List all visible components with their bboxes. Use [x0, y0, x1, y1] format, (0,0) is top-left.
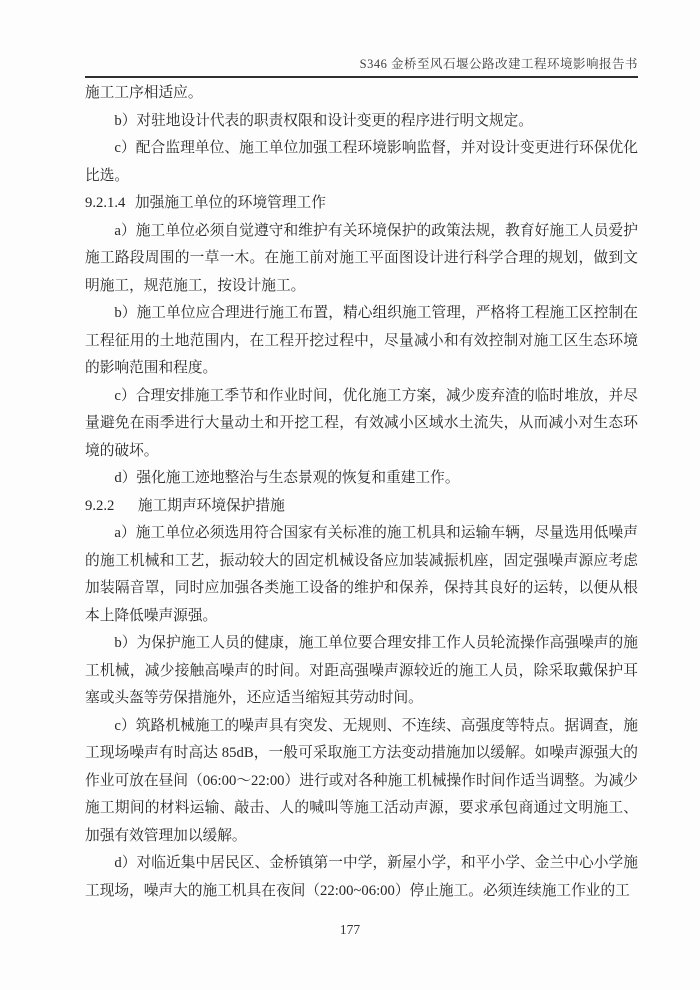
section-heading-922: [85, 493, 638, 521]
list-item-a: a）施工单位必须选用符合国家有关标准的施工机具和运输车辆，尽量选用低噪声的施工机械和工艺，振动较大的固定机械设备应加装减振机座，固定强噪声源应考虑加装隔音罩，同时应加强各类施工设备的维护和保养，保持其良好的运转，以便从根本上降低噪声源强。: [85, 525, 638, 624]
list-item-b: b）为保护施工人员的健康，施工单位要合理安排工作人员轮流操作高强噪声的施工机械，减少接触高噪声的时间。对距高强噪声源较近的施工人员，除采取戴保护耳塞或头盔等劳保措施外，还应适当缩短其劳动时间。: [85, 635, 638, 706]
section-heading-9214: [85, 190, 638, 218]
list-item-d: d）对临近集中居民区、金桥镇第一中学，新屋小学，和平小学、金兰中心小学施工现场，噪声大的施工机具在夜间（22:00~06:00）停止施工。必须连续施工作业的工: [85, 855, 638, 899]
section-title: 施工期声环境保护措施: [137, 497, 285, 514]
section-title: 加强施工单位的环境管理工作: [134, 195, 326, 211]
list-item-c: c）筑路机械施工的噪声具有突发、无规则、不连续、高强度等特点。据调查，施工现场噪声有时高达 85dB，一般可采取施工方法变动措施加以缓解。如噪声源强大的作业可放在昼间（06:00～22:00）进行或对各种施工机械操作时间作适当调整。为减少施工期间的材料运输、敲击、人的喊叫等施工活动声源，要求承包商通过文明施工、加强有效管理加以缓解。: [85, 717, 638, 844]
document-body: [85, 80, 638, 905]
list-item-b: b）施工单位应合理进行施工布置，精心组织施工管理，严格将工程施工区控制在工程征用的土地范围内，在工程开挖过程中，尽量减小和有效控制对施工区生态环境的影响范围和程度。: [85, 305, 638, 376]
list-item-c: c）配合监理单位、施工单位加强工程环境影响监督，并对设计变更进行环保优化比选。: [85, 140, 638, 184]
page-header-title: S346 金桥至风石堰公路改建工程环境影响报告书: [85, 54, 638, 78]
paragraph-continuation: 施工工序相适应。: [85, 85, 203, 101]
list-item-b: b）对驻地设计代表的职责权限和设计变更的程序进行明文规定。: [114, 112, 533, 129]
list-item-a: a）施工单位必须自觉遵守和维护有关环境保护的政策法规，教育好施工人员爱护施工路段周围的一草一木。在施工前对施工平面图设计进行科学合理的规划，做到文明施工，规范施工，按设计施工。: [85, 222, 638, 294]
page-number: 177: [339, 922, 361, 937]
section-number: 9.2.2: [85, 497, 115, 514]
list-item-d: d）强化施工迹地整治与生态景观的恢复和重建工作。: [114, 470, 460, 486]
list-item-c: c）合理安排施工季节和作业时间，优化施工方案，减少废弃渣的临时堆放，并尽量避免在雨季进行大量动土和开挖工程，有效减小区域水土流失，从而减小对生态环境的破坏。: [85, 387, 638, 459]
section-number: 9.2.1.4: [85, 195, 126, 211]
